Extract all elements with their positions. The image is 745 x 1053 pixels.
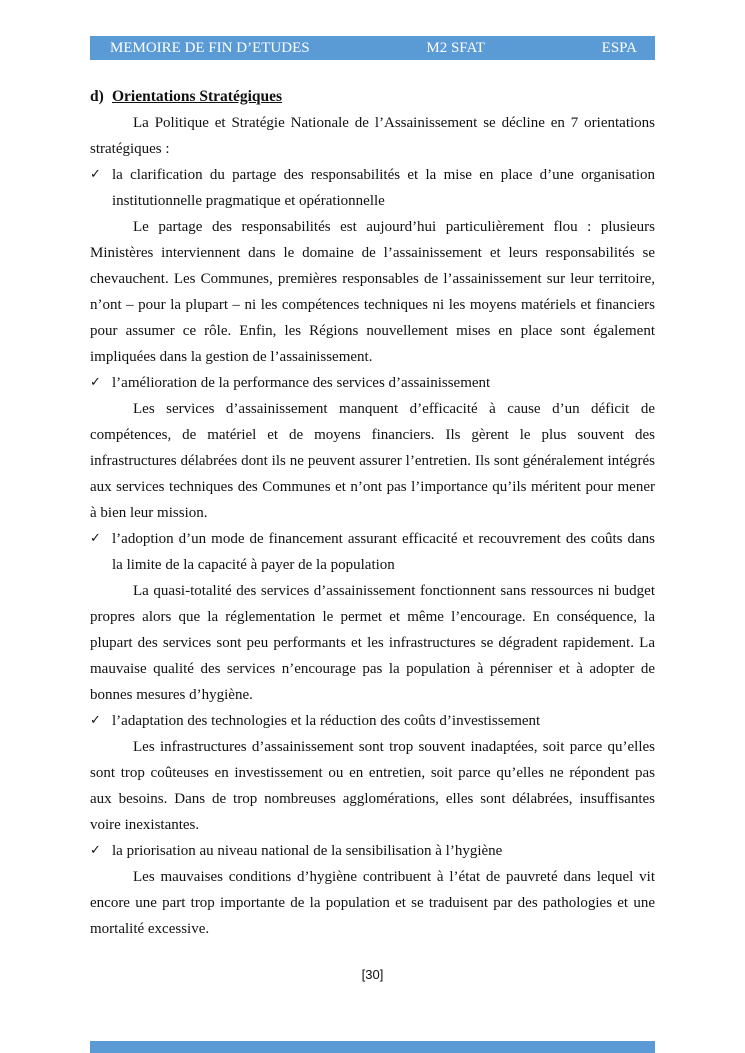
section-heading [90, 84, 655, 110]
paragraph: Le partage des responsabilités est aujourd’hui particulièrement flou : plusieurs Ministères interviennent dans le domaine de l’assainissement et leurs responsabilités se chevauchent. Les Communes, premières responsables de l’assainissement sur leur territoire, n’ont – pour la plupart – ni les compétences techniques ni les moyens matériels et financiers pour assumer ce rôle. Enfin, les Régions nouvellement mises en place sont également impliquées dans la gestion de l’assainissement. [90, 219, 655, 365]
bullet-text: la priorisation au niveau national de la sensibilisation à l’hygiène [112, 843, 503, 859]
header-right-text: ESPA [601, 39, 637, 56]
bullet-item [90, 838, 655, 864]
bullet-item [90, 526, 655, 578]
checkmark-icon: ✓ [90, 167, 101, 182]
header-center-text: M2 SFAT [426, 39, 485, 56]
page-number: [30] [361, 967, 384, 982]
bullet-text: l’amélioration de la performance des services d’assainissement [112, 375, 491, 391]
bullet-item [90, 162, 655, 214]
paragraph: Les services d’assainissement manquent d’efficacité à cause d’un déficit de compétences, de matériel et de moyens financiers. Ils gèrent le plus souvent des infrastructures délabrées dont ils ne peuvent assurer l’entretien. Ils sont généralement intégrés aux services techniques des Communes et n’ont pas l’importance qu’ils méritent pour mener à bien leur mission. [90, 401, 655, 521]
checkmark-icon: ✓ [90, 713, 101, 728]
checkmark-icon: ✓ [90, 531, 101, 546]
paragraph: Les mauvaises conditions d’hygiène contribuent à l’état de pauvreté dans lequel vit encore une part trop importante de la population et se traduisent par des pathologies et une mortalité excessive. [90, 869, 655, 937]
checkmark-icon: ✓ [90, 375, 101, 390]
intro-paragraph: La Politique et Stratégie Nationale de l’Assainissement se décline en 7 orientations stratégiques : [90, 115, 655, 157]
bullet-item [90, 370, 655, 396]
page-header [90, 36, 655, 60]
bullet-text: l’adaptation des technologies et la réduction des coûts d’investissement [112, 713, 541, 729]
section-heading-label: d) [90, 88, 104, 105]
bullet-text: la clarification du partage des responsabilités et la mise en place d’une organisation institutionnelle pragmatique et opérationnelle [112, 167, 655, 209]
header-left-text: MEMOIRE DE FIN D’ETUDES [110, 39, 310, 56]
footer-bar [90, 1041, 655, 1053]
paragraph: Les infrastructures d’assainissement sont trop souvent inadaptées, soit parce qu’elles sont trop coûteuses en investissement ou en entretien, soit parce qu’elles ne répondent pas aux besoins. Dans de trop nombreuses agglomérations, elles sont délabrées, insuffisantes voire inexistantes. [90, 739, 655, 833]
bullet-item [90, 708, 655, 734]
section-heading-title: Orientations Stratégiques [112, 88, 283, 105]
checkmark-icon: ✓ [90, 843, 101, 858]
paragraph: La quasi-totalité des services d’assainissement fonctionnent sans ressources ni budget propres alors que la réglementation le permet et même l’encourage. En conséquence, la plupart des services sont peu performants et les infrastructures se dégradent rapidement. La mauvaise qualité des services n’encourage pas la population à pérenniser et à adopter de bonnes mesures d’hygiène. [90, 583, 655, 703]
bullet-text: l’adoption d’un mode de financement assurant efficacité et recouvrement des coûts dans la limite de la capacité à payer de la population [112, 531, 655, 573]
document-body [90, 84, 655, 942]
